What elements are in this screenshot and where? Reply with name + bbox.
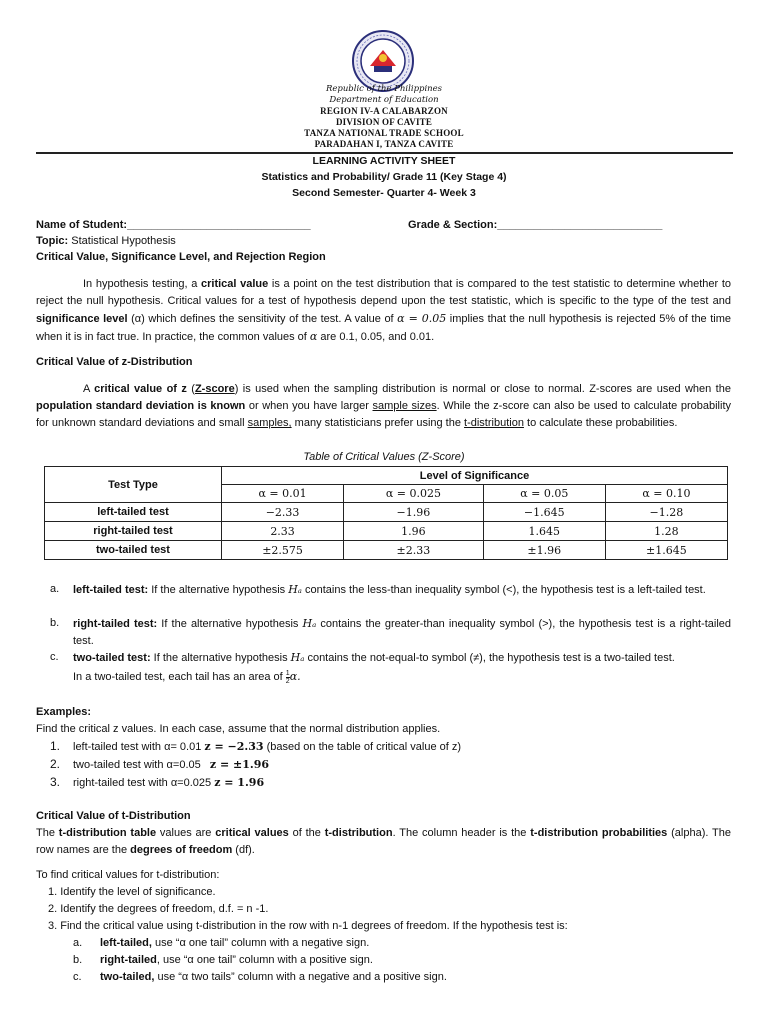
critical-value-cell: ±2.575 <box>222 541 344 560</box>
t-section-paragraph: The t-distribution table values are critical values of the t-distribution. The column header is the t-distribution probabilities (alpha). The row names are the degrees of freedom (df). <box>36 827 731 856</box>
t-rule-two: two-tailed, use “α two tails” column with a negative and a positive sign. <box>100 971 447 983</box>
student-name-label: Name of Student: <box>36 219 128 231</box>
critical-value-cell: ±2.33 <box>344 541 484 560</box>
subject-line: Statistics and Probability/ Grade 11 (Key Stage 4) <box>261 171 507 183</box>
address-line: PARADAHAN I, TANZA CAVITE <box>314 139 454 149</box>
student-name-field[interactable] <box>36 217 311 234</box>
list-marker: b. <box>50 617 60 629</box>
critical-value-cell: −2.33 <box>222 503 344 522</box>
t-section-heading: Critical Value of t-Distribution <box>36 810 191 822</box>
test-type-cell: left-tailed test <box>45 503 222 522</box>
example-number: 2. <box>50 757 61 771</box>
table-row <box>45 503 728 522</box>
t-find-intro: To find critical values for t-distribution: <box>36 869 220 881</box>
critical-value-cell: 1.96 <box>344 522 484 541</box>
intro-paragraph: In hypothesis testing, a critical value is a point on the test distribution that is compared to the test statistic to determine whether to reject the null hypothesis. Critical values for a test of hypothesis depend upon the test statistic, which is specific to the type of the test and significance level (α) which defines the sensitivity of the test. A value of α = 0.05 implies that the null hypothesis is rejected 5% of the time when it is in fact true. In practice, the common values of α are 0.1, 0.05, and 0.01. <box>36 278 731 343</box>
t-rule-right: right-tailed, use “α one tail” column with a positive sign. <box>100 954 373 966</box>
term-line: Second Semester- Quarter 4- Week 3 <box>292 187 476 199</box>
topic-value: Statistical Hypothesis <box>71 235 176 247</box>
examples-intro: Find the critical z values. In each case, assume that the normal distribution applies. <box>36 723 441 735</box>
school-line: TANZA NATIONAL TRADE SCHOOL <box>304 128 464 138</box>
two-tailed-area-note: In a two-tailed test, each tail has an area of $\frac{1}{2}$ α. <box>73 669 301 685</box>
t-step: 2. Identify the degrees of freedom, d.f. = n -1. <box>48 903 269 915</box>
critical-value-cell: 2.33 <box>222 522 344 541</box>
t-step: 1. Identify the level of significance. <box>48 886 216 898</box>
grade-section-field[interactable] <box>408 217 662 234</box>
header-divider <box>36 152 733 154</box>
list-marker: a. <box>50 583 60 595</box>
alpha-header: α = 0.025 <box>344 485 484 503</box>
z-section-paragraph: A critical value of z (Z-score) is used when the sampling distribution is normal or close to normal. Z-scores are used when the population standard deviation is known or when you have larger sample sizes. While the z-score can also be used to calculate probability for unknown standard deviations and small samples, many statisticians prefer using the t-distribution to calculate these probabilities. <box>36 383 731 429</box>
department-line: Department of Education <box>329 95 439 105</box>
alpha-header: α = 0.01 <box>222 485 344 503</box>
list-marker: b. <box>73 954 83 966</box>
list-marker: c. <box>73 971 82 983</box>
two-tailed-definition: two-tailed test: If the alternative hypothesis Hₐ contains the not-equal-to symbol (≠), the hypothesis test is a two-tailed test. <box>73 651 675 664</box>
critical-value-cell: −1.645 <box>483 503 605 522</box>
critical-value-cell: ±1.96 <box>483 541 605 560</box>
table-caption: Table of Critical Values (Z-Score) <box>303 451 465 463</box>
z-critical-values-table <box>44 466 728 560</box>
critical-value-cell: ±1.645 <box>605 541 727 560</box>
z-section-heading: Critical Value of z-Distribution <box>36 356 193 368</box>
example-number: 3. <box>50 775 61 789</box>
one-half-fraction: $\frac{1}{2}$ <box>285 669 290 685</box>
topic-line <box>36 233 176 250</box>
table-row <box>45 522 728 541</box>
alpha-header: α = 0.05 <box>483 485 605 503</box>
critical-value-cell: 1.28 <box>605 522 727 541</box>
topic-label: Topic: <box>36 235 69 247</box>
critical-value-cell: 1.645 <box>483 522 605 541</box>
region-line: REGION IV-A CALABARZON <box>320 106 448 116</box>
test-type-header: Test Type <box>45 467 222 503</box>
example-number: 1. <box>50 739 61 753</box>
critical-value-cell: −1.96 <box>344 503 484 522</box>
republic-line: Republic of the Philippines <box>325 84 443 94</box>
list-marker: a. <box>73 937 83 949</box>
right-tailed-definition: right-tailed test: If the alternative hypothesis Hₐ contains the greater-than inequality symbol (>), the hypothesis test is a right-tailed test. <box>73 617 732 647</box>
alpha-header: α = 0.10 <box>605 485 727 503</box>
sheet-title: LEARNING ACTIVITY SHEET <box>312 155 456 167</box>
test-type-cell: right-tailed test <box>45 522 222 541</box>
grade-section-label: Grade & Section: <box>408 219 498 231</box>
example-item: left-tailed test with α= 0.01 z = −2.33 (based on the table of critical value of z) <box>73 740 462 753</box>
example-item: two-tailed test with α=0.05 z = ±1.96 <box>73 758 270 771</box>
division-line: DIVISION OF CAVITE <box>335 117 433 127</box>
examples-heading: Examples: <box>36 706 92 718</box>
deped-seal-icon <box>352 30 414 92</box>
level-of-significance-header: Level of Significance <box>222 467 728 485</box>
grade-section-line: ___________________________ <box>497 219 663 231</box>
subtopic-heading: Critical Value, Significance Level, and Rejection Region <box>36 251 326 263</box>
t-rule-left: left-tailed, use “α one tail” column with a negative sign. <box>100 937 370 949</box>
example-item: right-tailed test with α=0.025 z = 1.96 <box>73 776 265 789</box>
table-row <box>45 541 728 560</box>
critical-value-cell: −1.28 <box>605 503 727 522</box>
left-tailed-definition: left-tailed test: If the alternative hypothesis Hₐ contains the less-than inequality symbol (<), the hypothesis test is a left-tailed test. <box>73 583 706 596</box>
student-name-line: ______________________________ <box>127 219 311 231</box>
t-step: 3. Find the critical value using t-distribution in the row with n-1 degrees of freedom. If the hypothesis test is: <box>48 920 568 932</box>
test-type-cell: two-tailed test <box>45 541 222 560</box>
list-marker: c. <box>50 651 59 663</box>
